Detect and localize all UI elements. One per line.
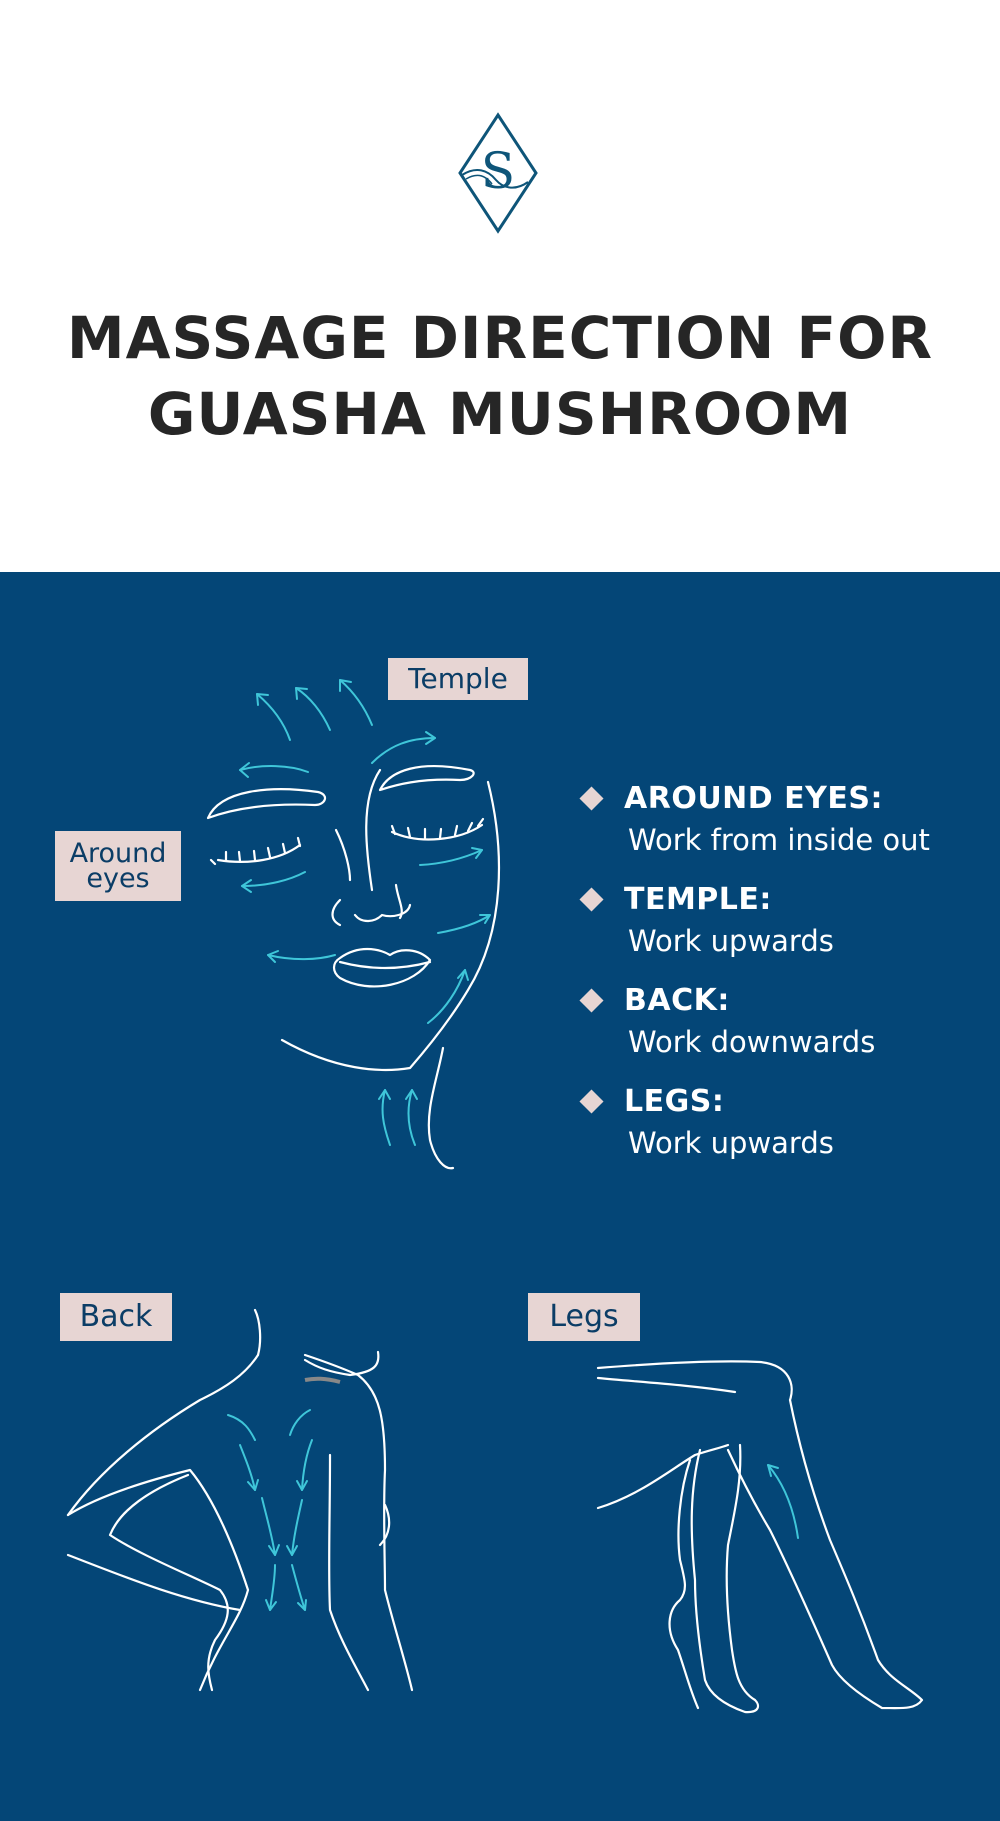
step-description: Work from inside out bbox=[628, 823, 930, 857]
step-title: TEMPLE: bbox=[624, 882, 772, 917]
list-item bbox=[576, 780, 996, 881]
list-item bbox=[576, 881, 996, 982]
face-arrows bbox=[240, 680, 490, 1145]
step-title: BACK: bbox=[624, 983, 730, 1018]
diamond-bullet-icon bbox=[579, 988, 603, 1012]
back-label: Back bbox=[60, 1293, 172, 1341]
face-illustration-icon bbox=[208, 766, 499, 1168]
logo-letter: S bbox=[480, 142, 516, 200]
around-eyes-label bbox=[55, 831, 181, 901]
list-item bbox=[576, 982, 996, 1083]
legs-label: Legs bbox=[528, 1293, 640, 1341]
step-description: Work upwards bbox=[628, 924, 834, 958]
legs-arrows bbox=[768, 1465, 798, 1538]
direction-list bbox=[576, 780, 996, 1184]
around-eyes-label-line2: eyes bbox=[86, 863, 150, 894]
step-description: Work downwards bbox=[628, 1025, 876, 1059]
list-item bbox=[576, 1083, 996, 1184]
back-illustration-icon bbox=[68, 1310, 412, 1690]
around-eyes-label-line1: Around bbox=[69, 838, 167, 869]
diamond-bullet-icon bbox=[579, 887, 603, 911]
diamond-bullet-icon bbox=[579, 1089, 603, 1113]
diamond-bullet-icon bbox=[579, 786, 603, 810]
title-line-1: MASSAGE DIRECTION FOR bbox=[66, 304, 934, 372]
temple-label: Temple bbox=[388, 658, 528, 700]
back-arrows bbox=[228, 1410, 312, 1610]
legs-illustration-icon bbox=[598, 1361, 922, 1712]
step-title: LEGS: bbox=[624, 1084, 725, 1119]
step-description: Work upwards bbox=[628, 1126, 834, 1160]
title-line-2: GUASHA MUSHROOM bbox=[147, 380, 853, 448]
step-title: AROUND EYES: bbox=[624, 781, 883, 816]
